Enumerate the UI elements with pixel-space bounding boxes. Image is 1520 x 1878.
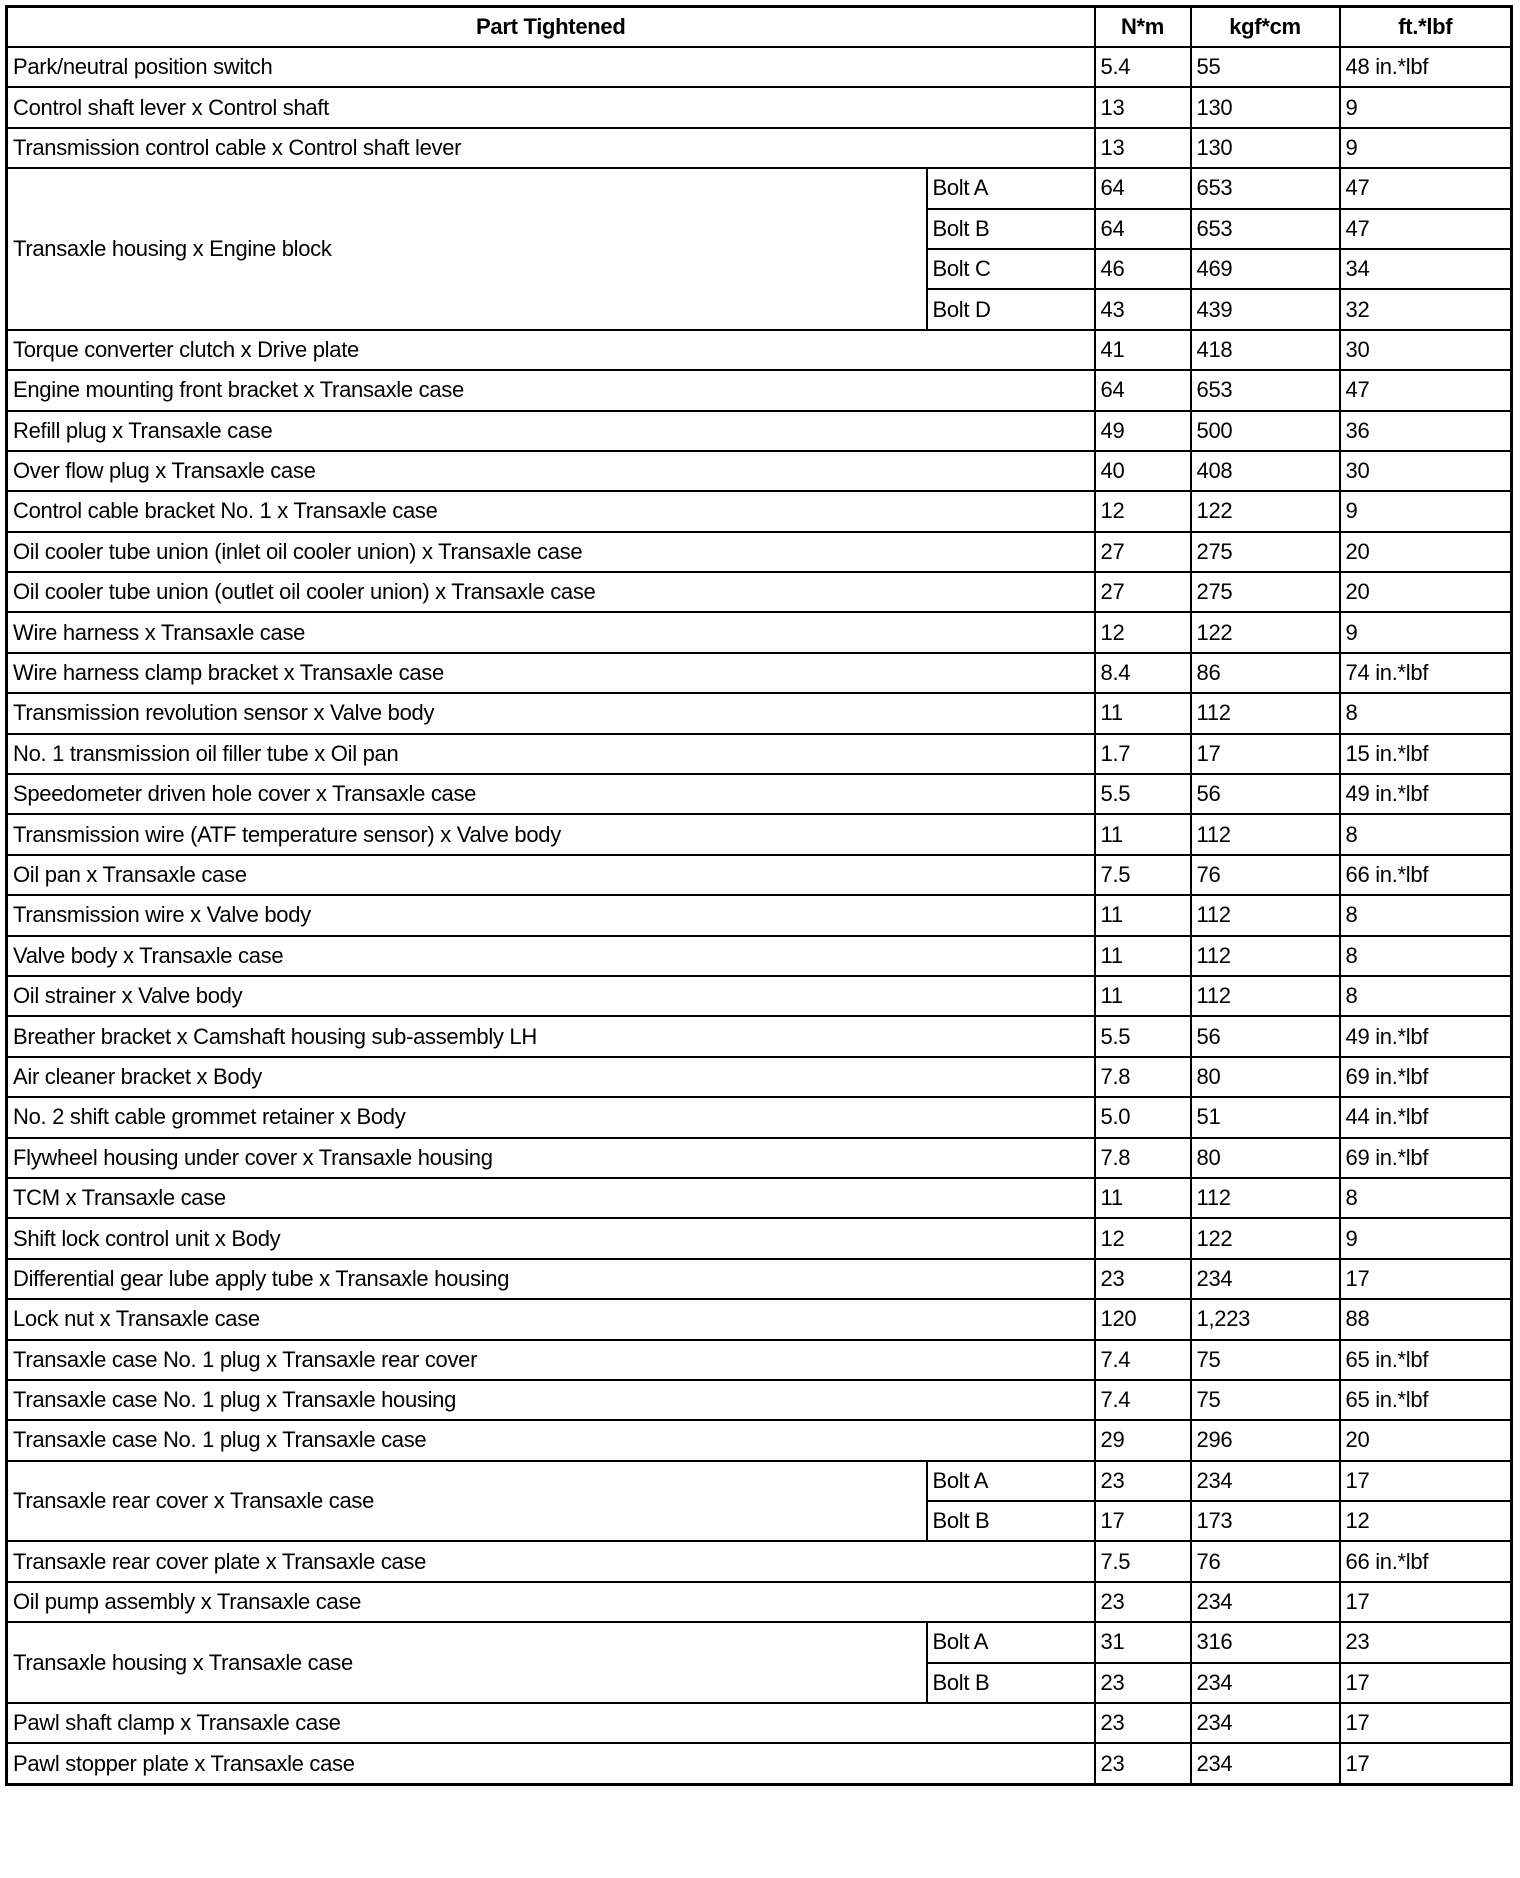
part-cell: Flywheel housing under cover x Transaxle housing xyxy=(7,1138,1095,1178)
nm-cell: 11 xyxy=(1095,976,1191,1016)
nm-cell: 7.8 xyxy=(1095,1057,1191,1097)
kgf-cm-cell: 80 xyxy=(1191,1138,1340,1178)
torque-specification-table xyxy=(5,5,1513,1786)
table-row xyxy=(7,936,1512,976)
table-row xyxy=(7,1703,1512,1743)
table-row xyxy=(7,532,1512,572)
kgf-cm-cell: 234 xyxy=(1191,1663,1340,1703)
bolt-cell: Bolt B xyxy=(927,209,1095,249)
table-row xyxy=(7,734,1512,774)
nm-cell: 12 xyxy=(1095,1218,1191,1258)
table-row xyxy=(7,491,1512,531)
bolt-cell: Bolt C xyxy=(927,249,1095,289)
ft-lbf-cell: 47 xyxy=(1340,370,1512,410)
part-cell: Oil pan x Transaxle case xyxy=(7,855,1095,895)
table-row xyxy=(7,774,1512,814)
kgf-cm-cell: 75 xyxy=(1191,1380,1340,1420)
nm-cell: 11 xyxy=(1095,814,1191,854)
bolt-cell: Bolt B xyxy=(927,1663,1095,1703)
table-row xyxy=(7,1420,1512,1460)
nm-cell: 13 xyxy=(1095,128,1191,168)
kgf-cm-cell: 76 xyxy=(1191,1541,1340,1581)
ft-lbf-cell: 49 in.*lbf xyxy=(1340,774,1512,814)
nm-cell: 11 xyxy=(1095,1178,1191,1218)
ft-lbf-cell: 17 xyxy=(1340,1663,1512,1703)
table-row xyxy=(7,370,1512,410)
nm-cell: 7.4 xyxy=(1095,1340,1191,1380)
nm-cell: 27 xyxy=(1095,532,1191,572)
kgf-cm-cell: 234 xyxy=(1191,1259,1340,1299)
ft-lbf-cell: 66 in.*lbf xyxy=(1340,855,1512,895)
table-row xyxy=(7,1743,1512,1784)
ft-lbf-cell: 30 xyxy=(1340,330,1512,370)
table-body xyxy=(7,47,1512,1784)
part-cell: Oil strainer x Valve body xyxy=(7,976,1095,1016)
nm-cell: 5.0 xyxy=(1095,1097,1191,1137)
kgf-cm-cell: 234 xyxy=(1191,1703,1340,1743)
kgf-cm-cell: 500 xyxy=(1191,411,1340,451)
ft-lbf-cell: 8 xyxy=(1340,814,1512,854)
ft-lbf-cell: 9 xyxy=(1340,87,1512,127)
nm-cell: 8.4 xyxy=(1095,653,1191,693)
nm-cell: 23 xyxy=(1095,1461,1191,1501)
table-row xyxy=(7,976,1512,1016)
ft-lbf-cell: 12 xyxy=(1340,1501,1512,1541)
table-row xyxy=(7,128,1512,168)
ft-lbf-cell: 17 xyxy=(1340,1743,1512,1784)
kgf-cm-cell: 55 xyxy=(1191,47,1340,87)
nm-cell: 41 xyxy=(1095,330,1191,370)
part-cell: Wire harness clamp bracket x Transaxle case xyxy=(7,653,1095,693)
kgf-cm-cell: 112 xyxy=(1191,1178,1340,1218)
part-cell: Transaxle rear cover x Transaxle case xyxy=(7,1461,927,1542)
table-row xyxy=(7,1582,1512,1622)
kgf-cm-cell: 17 xyxy=(1191,734,1340,774)
kgf-cm-cell: 408 xyxy=(1191,451,1340,491)
part-cell: Control cable bracket No. 1 x Transaxle case xyxy=(7,491,1095,531)
table-row xyxy=(7,168,1512,208)
part-cell: Refill plug x Transaxle case xyxy=(7,411,1095,451)
part-cell: Transaxle case No. 1 plug x Transaxle housing xyxy=(7,1380,1095,1420)
part-cell: No. 2 shift cable grommet retainer x Body xyxy=(7,1097,1095,1137)
table-row xyxy=(7,1057,1512,1097)
header-row xyxy=(7,7,1512,48)
table-row xyxy=(7,1622,1512,1662)
table-row xyxy=(7,895,1512,935)
ft-lbf-cell: 17 xyxy=(1340,1703,1512,1743)
ft-lbf-cell: 17 xyxy=(1340,1461,1512,1501)
ft-lbf-cell: 74 in.*lbf xyxy=(1340,653,1512,693)
ft-lbf-cell: 30 xyxy=(1340,451,1512,491)
part-cell: Torque converter clutch x Drive plate xyxy=(7,330,1095,370)
kgf-cm-cell: 1,223 xyxy=(1191,1299,1340,1339)
part-cell: Breather bracket x Camshaft housing sub-assembly LH xyxy=(7,1016,1095,1056)
ft-lbf-cell: 9 xyxy=(1340,491,1512,531)
nm-cell: 120 xyxy=(1095,1299,1191,1339)
kgf-cm-cell: 275 xyxy=(1191,572,1340,612)
kgf-cm-cell: 234 xyxy=(1191,1582,1340,1622)
bolt-cell: Bolt D xyxy=(927,289,1095,329)
kgf-cm-cell: 234 xyxy=(1191,1743,1340,1784)
ft-lbf-cell: 9 xyxy=(1340,1218,1512,1258)
table-row xyxy=(7,693,1512,733)
kgf-cm-cell: 112 xyxy=(1191,814,1340,854)
part-cell: Pawl stopper plate x Transaxle case xyxy=(7,1743,1095,1784)
part-cell: Transaxle housing x Engine block xyxy=(7,168,927,330)
kgf-cm-cell: 439 xyxy=(1191,289,1340,329)
nm-cell: 17 xyxy=(1095,1501,1191,1541)
kgf-cm-cell: 80 xyxy=(1191,1057,1340,1097)
part-cell: Wire harness x Transaxle case xyxy=(7,612,1095,652)
part-cell: Transmission wire x Valve body xyxy=(7,895,1095,935)
nm-cell: 11 xyxy=(1095,936,1191,976)
kgf-cm-cell: 653 xyxy=(1191,168,1340,208)
header-nm: N*m xyxy=(1095,7,1191,48)
table-row xyxy=(7,653,1512,693)
kgf-cm-cell: 275 xyxy=(1191,532,1340,572)
bolt-cell: Bolt A xyxy=(927,1461,1095,1501)
part-cell: Transaxle rear cover plate x Transaxle case xyxy=(7,1541,1095,1581)
ft-lbf-cell: 65 in.*lbf xyxy=(1340,1340,1512,1380)
kgf-cm-cell: 130 xyxy=(1191,87,1340,127)
ft-lbf-cell: 8 xyxy=(1340,1178,1512,1218)
kgf-cm-cell: 418 xyxy=(1191,330,1340,370)
kgf-cm-cell: 112 xyxy=(1191,693,1340,733)
nm-cell: 46 xyxy=(1095,249,1191,289)
nm-cell: 23 xyxy=(1095,1663,1191,1703)
ft-lbf-cell: 34 xyxy=(1340,249,1512,289)
nm-cell: 49 xyxy=(1095,411,1191,451)
ft-lbf-cell: 8 xyxy=(1340,693,1512,733)
ft-lbf-cell: 47 xyxy=(1340,168,1512,208)
part-cell: Transaxle case No. 1 plug x Transaxle rear cover xyxy=(7,1340,1095,1380)
ft-lbf-cell: 88 xyxy=(1340,1299,1512,1339)
table-row xyxy=(7,1380,1512,1420)
nm-cell: 11 xyxy=(1095,895,1191,935)
ft-lbf-cell: 20 xyxy=(1340,572,1512,612)
kgf-cm-cell: 112 xyxy=(1191,936,1340,976)
kgf-cm-cell: 86 xyxy=(1191,653,1340,693)
nm-cell: 64 xyxy=(1095,209,1191,249)
table-row xyxy=(7,572,1512,612)
kgf-cm-cell: 173 xyxy=(1191,1501,1340,1541)
part-cell: Transaxle case No. 1 plug x Transaxle case xyxy=(7,1420,1095,1460)
table-row xyxy=(7,1299,1512,1339)
ft-lbf-cell: 65 in.*lbf xyxy=(1340,1380,1512,1420)
kgf-cm-cell: 112 xyxy=(1191,976,1340,1016)
table-row xyxy=(7,1340,1512,1380)
nm-cell: 7.5 xyxy=(1095,855,1191,895)
nm-cell: 12 xyxy=(1095,612,1191,652)
bolt-cell: Bolt A xyxy=(927,168,1095,208)
nm-cell: 7.8 xyxy=(1095,1138,1191,1178)
kgf-cm-cell: 56 xyxy=(1191,1016,1340,1056)
table-row xyxy=(7,330,1512,370)
nm-cell: 23 xyxy=(1095,1703,1191,1743)
nm-cell: 23 xyxy=(1095,1259,1191,1299)
table-row xyxy=(7,1541,1512,1581)
kgf-cm-cell: 51 xyxy=(1191,1097,1340,1137)
part-cell: Control shaft lever x Control shaft xyxy=(7,87,1095,127)
nm-cell: 5.5 xyxy=(1095,1016,1191,1056)
ft-lbf-cell: 8 xyxy=(1340,976,1512,1016)
nm-cell: 27 xyxy=(1095,572,1191,612)
part-cell: Lock nut x Transaxle case xyxy=(7,1299,1095,1339)
kgf-cm-cell: 653 xyxy=(1191,370,1340,410)
table-row xyxy=(7,1178,1512,1218)
ft-lbf-cell: 23 xyxy=(1340,1622,1512,1662)
part-cell: Transmission wire (ATF temperature sensor) x Valve body xyxy=(7,814,1095,854)
ft-lbf-cell: 44 in.*lbf xyxy=(1340,1097,1512,1137)
bolt-cell: Bolt B xyxy=(927,1501,1095,1541)
part-cell: Oil cooler tube union (inlet oil cooler union) x Transaxle case xyxy=(7,532,1095,572)
ft-lbf-cell: 32 xyxy=(1340,289,1512,329)
table-row xyxy=(7,1218,1512,1258)
kgf-cm-cell: 234 xyxy=(1191,1461,1340,1501)
ft-lbf-cell: 17 xyxy=(1340,1582,1512,1622)
table-row xyxy=(7,814,1512,854)
part-cell: Transmission revolution sensor x Valve body xyxy=(7,693,1095,733)
nm-cell: 64 xyxy=(1095,168,1191,208)
table-row xyxy=(7,451,1512,491)
table-row xyxy=(7,1138,1512,1178)
part-cell: TCM x Transaxle case xyxy=(7,1178,1095,1218)
table-row xyxy=(7,1259,1512,1299)
ft-lbf-cell: 69 in.*lbf xyxy=(1340,1138,1512,1178)
nm-cell: 7.5 xyxy=(1095,1541,1191,1581)
ft-lbf-cell: 17 xyxy=(1340,1259,1512,1299)
nm-cell: 1.7 xyxy=(1095,734,1191,774)
table-row xyxy=(7,1016,1512,1056)
part-cell: No. 1 transmission oil filler tube x Oil pan xyxy=(7,734,1095,774)
kgf-cm-cell: 122 xyxy=(1191,1218,1340,1258)
table-row xyxy=(7,1097,1512,1137)
nm-cell: 11 xyxy=(1095,693,1191,733)
ft-lbf-cell: 48 in.*lbf xyxy=(1340,47,1512,87)
ft-lbf-cell: 8 xyxy=(1340,895,1512,935)
header-part-tightened: Part Tightened xyxy=(7,7,1095,48)
table-row xyxy=(7,87,1512,127)
part-cell: Transmission control cable x Control shaft lever xyxy=(7,128,1095,168)
part-cell: Air cleaner bracket x Body xyxy=(7,1057,1095,1097)
nm-cell: 23 xyxy=(1095,1582,1191,1622)
table-row xyxy=(7,612,1512,652)
kgf-cm-cell: 653 xyxy=(1191,209,1340,249)
nm-cell: 7.4 xyxy=(1095,1380,1191,1420)
part-cell: Speedometer driven hole cover x Transaxle case xyxy=(7,774,1095,814)
kgf-cm-cell: 316 xyxy=(1191,1622,1340,1662)
nm-cell: 64 xyxy=(1095,370,1191,410)
kgf-cm-cell: 122 xyxy=(1191,491,1340,531)
kgf-cm-cell: 122 xyxy=(1191,612,1340,652)
ft-lbf-cell: 47 xyxy=(1340,209,1512,249)
ft-lbf-cell: 9 xyxy=(1340,612,1512,652)
nm-cell: 12 xyxy=(1095,491,1191,531)
header-ft-lbf: ft.*lbf xyxy=(1340,7,1512,48)
nm-cell: 43 xyxy=(1095,289,1191,329)
kgf-cm-cell: 56 xyxy=(1191,774,1340,814)
table-row xyxy=(7,1461,1512,1501)
ft-lbf-cell: 8 xyxy=(1340,936,1512,976)
kgf-cm-cell: 130 xyxy=(1191,128,1340,168)
ft-lbf-cell: 66 in.*lbf xyxy=(1340,1541,1512,1581)
header-kgf-cm: kgf*cm xyxy=(1191,7,1340,48)
part-cell: Differential gear lube apply tube x Transaxle housing xyxy=(7,1259,1095,1299)
nm-cell: 5.4 xyxy=(1095,47,1191,87)
part-cell: Shift lock control unit x Body xyxy=(7,1218,1095,1258)
nm-cell: 13 xyxy=(1095,87,1191,127)
table-row xyxy=(7,47,1512,87)
ft-lbf-cell: 9 xyxy=(1340,128,1512,168)
ft-lbf-cell: 49 in.*lbf xyxy=(1340,1016,1512,1056)
ft-lbf-cell: 36 xyxy=(1340,411,1512,451)
table-row xyxy=(7,411,1512,451)
nm-cell: 5.5 xyxy=(1095,774,1191,814)
kgf-cm-cell: 76 xyxy=(1191,855,1340,895)
part-cell: Transaxle housing x Transaxle case xyxy=(7,1622,927,1703)
table-row xyxy=(7,855,1512,895)
part-cell: Oil pump assembly x Transaxle case xyxy=(7,1582,1095,1622)
nm-cell: 23 xyxy=(1095,1743,1191,1784)
part-cell: Engine mounting front bracket x Transaxle case xyxy=(7,370,1095,410)
kgf-cm-cell: 296 xyxy=(1191,1420,1340,1460)
ft-lbf-cell: 20 xyxy=(1340,1420,1512,1460)
ft-lbf-cell: 20 xyxy=(1340,532,1512,572)
bolt-cell: Bolt A xyxy=(927,1622,1095,1662)
ft-lbf-cell: 15 in.*lbf xyxy=(1340,734,1512,774)
part-cell: Pawl shaft clamp x Transaxle case xyxy=(7,1703,1095,1743)
ft-lbf-cell: 69 in.*lbf xyxy=(1340,1057,1512,1097)
part-cell: Valve body x Transaxle case xyxy=(7,936,1095,976)
part-cell: Oil cooler tube union (outlet oil cooler union) x Transaxle case xyxy=(7,572,1095,612)
kgf-cm-cell: 469 xyxy=(1191,249,1340,289)
nm-cell: 29 xyxy=(1095,1420,1191,1460)
kgf-cm-cell: 75 xyxy=(1191,1340,1340,1380)
part-cell: Over flow plug x Transaxle case xyxy=(7,451,1095,491)
nm-cell: 31 xyxy=(1095,1622,1191,1662)
nm-cell: 40 xyxy=(1095,451,1191,491)
part-cell: Park/neutral position switch xyxy=(7,47,1095,87)
kgf-cm-cell: 112 xyxy=(1191,895,1340,935)
